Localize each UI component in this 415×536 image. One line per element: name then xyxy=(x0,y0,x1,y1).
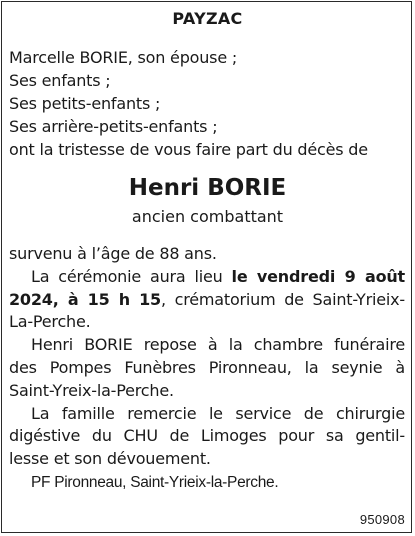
notice-body xyxy=(9,243,405,471)
ceremony-date: le vendredi 9 août xyxy=(231,266,405,286)
ceremony-prefix: La cérémonie aura lieu xyxy=(31,266,232,286)
ceremony-place: , crématorium de Saint-Yrieix- xyxy=(161,289,405,309)
deceased-name: Henri BORIE xyxy=(128,175,287,201)
intro-line: ont la tristesse de vous faire part du décès de xyxy=(9,140,368,159)
ceremony-line-2 xyxy=(9,289,405,312)
ceremony-line-1 xyxy=(9,266,405,289)
intro-line: Ses arrière-petits-enfants ; xyxy=(9,117,218,136)
repose-line-1: Henri BORIE repose à la chambre funéraire xyxy=(31,335,405,355)
thanks-line-1: La famille remercie le service de chirurgie xyxy=(31,403,405,423)
thanks-line-3: lesse et son dévouement. xyxy=(9,449,211,469)
repose-line-3: Saint-Yreix-la-Perche. xyxy=(9,380,174,400)
funeral-home-signature: PF Pironneau, Saint-Yrieix-la-Perche. xyxy=(31,474,279,491)
deceased-title: ancien combattant xyxy=(131,207,284,226)
intro-line: Ses enfants ; xyxy=(9,71,111,90)
notice-intro xyxy=(9,46,409,161)
notice-location: PAYZAC xyxy=(172,9,243,28)
reference-number: 950908 xyxy=(359,512,405,527)
intro-line: Marcelle BORIE, son épouse ; xyxy=(9,48,238,67)
ceremony-time: 2024, à 15 h 15 xyxy=(9,289,161,309)
repose-line-2: des Pompes Funèbres Pironneau, la seynie à xyxy=(9,357,405,377)
intro-line: Ses petits-enfants ; xyxy=(9,94,161,113)
age-line: survenu à l’âge de 88 ans. xyxy=(9,244,217,263)
ceremony-line-3: La-Perche. xyxy=(9,312,91,332)
thanks-line-2: digéstive du CHU de Limoges pour sa gentil- xyxy=(9,426,405,446)
